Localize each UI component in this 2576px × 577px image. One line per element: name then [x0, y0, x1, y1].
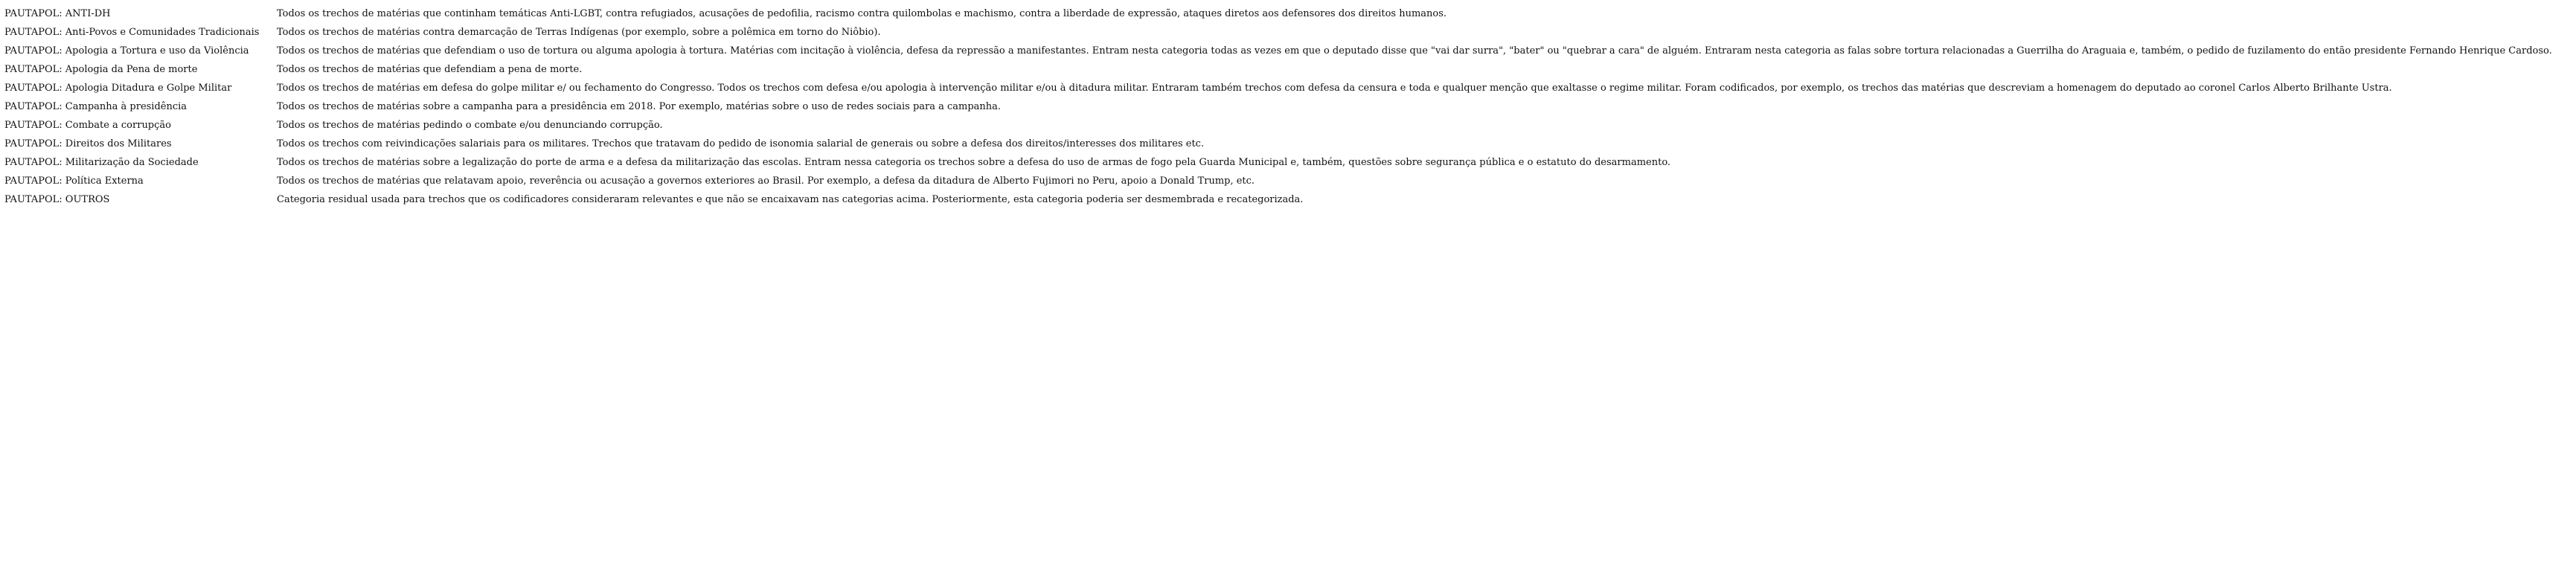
table-row — [4, 60, 2555, 79]
codebook-table — [4, 4, 2555, 209]
category-code: PAUTAPOL: Anti-Povos e Comunidades Tradicionais — [4, 27, 260, 38]
table-row — [4, 135, 2555, 153]
table-row — [4, 42, 2555, 60]
category-code: PAUTAPOL: OUTROS — [4, 194, 110, 205]
category-code: PAUTAPOL: Militarização da Sociedade — [4, 157, 199, 168]
table-row — [4, 79, 2555, 97]
category-code: PAUTAPOL: ANTI-DH — [4, 8, 111, 19]
category-description: Todos os trechos de matérias que relatavam apoio, reverência ou acusação a governos exteriores ao Brasil. Por exemplo, a defesa da ditadura de Alberto Fujimori no Peru, apoio a Donald Trump, etc. — [277, 175, 1255, 187]
category-description: Todos os trechos de matérias que continham temáticas Anti-LGBT, contra refugiados, acusações de pedofilia, racismo contra quilombolas e machismo, contra a liberdade de expressão, ataques diretos aos defensores dos direitos humanos. — [277, 8, 1447, 19]
table-row — [4, 97, 2555, 116]
category-description: Todos os trechos de matérias que defendiam o uso de tortura ou alguma apologia à tortura. Matérias com incitação à violência, defesa da repressão a manifestantes. Entram nesta categoria todas as vezes em que o deputado disse que "vai dar surra", "bater" ou "quebrar a cara" de alguém. Entraram nesta categoria as falas sobre tortura relacionadas a Guerrilha do Araguaia e, também, o pedido de fuzilamento do então presidente Fernando Henrique Cardoso. — [277, 45, 2552, 57]
table-row — [4, 4, 2555, 23]
table-row — [4, 153, 2555, 172]
category-description: Todos os trechos de matérias que defendiam a pena de morte. — [277, 64, 583, 75]
table-row — [4, 190, 2555, 209]
category-code: PAUTAPOL: Política Externa — [4, 175, 144, 187]
category-code: PAUTAPOL: Apologia da Pena de morte — [4, 64, 198, 75]
category-description: Todos os trechos de matérias sobre a campanha para a presidência em 2018. Por exemplo, matérias sobre o uso de redes sociais para a campanha. — [277, 101, 1002, 112]
category-description: Todos os trechos de matérias sobre a legalização do porte de arma e a defesa da militarização das escolas. Entram nessa categoria os trechos sobre a defesa do uso de armas de fogo pela Guarda Municipal e, também, questões sobre segurança pública e o estatuto do desarmamento. — [277, 157, 1671, 168]
category-code: PAUTAPOL: Direitos dos Militares — [4, 138, 172, 149]
category-description: Categoria residual usada para trechos que os codificadores consideraram relevantes e que não se encaixavam nas categorias acima. Posteriormente, esta categoria poderia ser desmembrada e recategorizada. — [277, 194, 1304, 205]
category-code: PAUTAPOL: Apologia Ditadura e Golpe Militar — [4, 83, 232, 94]
category-description: Todos os trechos de matérias contra demarcação de Terras Indígenas (por exemplo, sobre a polêmica em torno do Niôbio). — [277, 27, 881, 38]
category-description: Todos os trechos com reivindicações salariais para os militares. Trechos que tratavam do pedido de isonomia salarial de generais ou sobre a defesa dos direitos/interesses dos militares etc. — [277, 138, 1205, 149]
category-description: Todos os trechos de matérias em defesa do golpe militar e/ ou fechamento do Congresso. Todos os trechos com defesa e/ou apologia à intervenção militar e/ou à ditadura militar. Entraram também trechos com defesa da censura e toda e qualquer menção que exaltasse o regime militar. Foram codificados, por exemplo, os trechos das matérias que descreviam a homenagem do deputado ao coronel Carlos Alberto Brilhante Ustra. — [277, 83, 2392, 94]
category-code: PAUTAPOL: Combate a corrupção — [4, 120, 171, 131]
category-code: PAUTAPOL: Apologia a Tortura e uso da Violência — [4, 45, 249, 57]
table-row — [4, 116, 2555, 135]
table-row — [4, 172, 2555, 190]
category-code: PAUTAPOL: Campanha à presidência — [4, 101, 188, 112]
category-description: Todos os trechos de matérias pedindo o combate e/ou denunciando corrupção. — [277, 120, 663, 131]
table-row — [4, 23, 2555, 42]
